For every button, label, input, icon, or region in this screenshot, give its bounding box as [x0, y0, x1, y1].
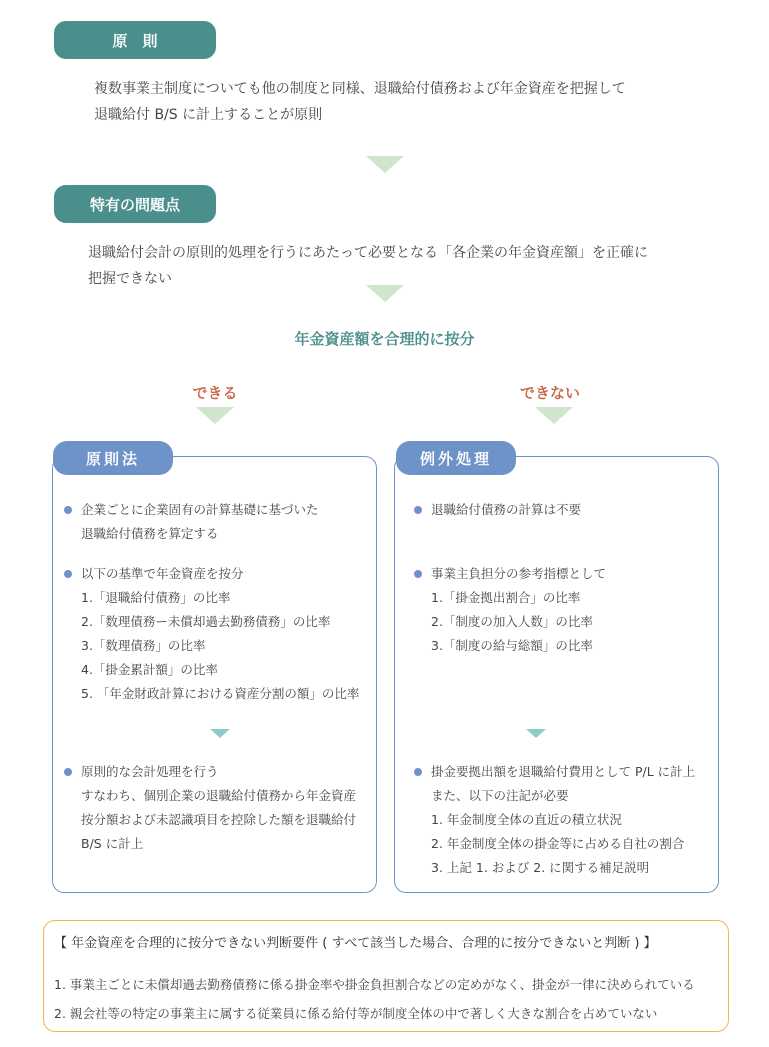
down-arrow-icon — [366, 156, 404, 173]
right-bullets: 退職給付債務の計算は不要 事業主負担分の参考指標として 1.「掛金拠出割合」の比率 2.「制度の加入人数」の比率 3.「制度の給与総額」の比率 — [414, 498, 714, 658]
criteria-item: 1. 事業主ごとに未償却過去勤務債務に係る掛金率や掛金負担割合などの定めがなく、掛金が一律に決められている — [54, 977, 695, 992]
bullet-icon — [64, 570, 72, 578]
bullet-icon — [414, 570, 422, 578]
left-bullets: 企業ごとに企業固有の計算基礎に基づいた 退職給付債務を算定する 以下の基準で年金資産を按分 1.「退職給付債務」の比率 2.「数理債務ー未償却過去勤務債務」の比率 3.「数理債務」の比率 4.「掛金累計額」の比率 5. 「年金財政計算における資産分割の額」の比率 — [64, 498, 374, 706]
right-result — [414, 760, 719, 880]
bullet-icon — [64, 768, 72, 776]
left-result — [64, 760, 374, 856]
judgment-criteria-box — [43, 920, 729, 1032]
list-item: 掛金要拠出額を退職給付費用として P/L に計上 また、以下の注記が必要 1. 年金制度全体の直近の積立状況 2. 年金制度全体の掛金等に占める自社の割合 3. 上記 1. および 2. に関する補足説明 — [414, 760, 719, 880]
exception-label: 例外処理 — [396, 441, 516, 475]
bullet-icon — [414, 506, 422, 514]
principle-text: 複数事業主制度についても他の制度と同様、退職給付債務および年金資産を把握して 退職給付 B/S に計上することが原則 — [94, 81, 626, 123]
bullet-icon — [414, 768, 422, 776]
down-arrow-icon — [210, 729, 230, 738]
principle-method-label: 原則法 — [53, 441, 173, 475]
list-item: 事業主負担分の参考指標として — [414, 562, 714, 586]
principle-label: 原 則 — [54, 21, 216, 59]
list-item: 企業ごとに企業固有の計算基礎に基づいた 退職給付債務を算定する — [64, 498, 374, 546]
yes-label: できる — [192, 384, 238, 402]
problem-text: 退職給付会計の原則的処理を行うにあたって必要となる「各企業の年金資産額」を正確に 把握できない — [88, 245, 648, 287]
down-arrow-icon — [535, 407, 573, 424]
criteria-item: 2. 親会社等の特定の事業主に属する従業員に係る給付等が制度全体の中で著しく大きな割合を占めていない — [54, 1006, 658, 1021]
problem-label: 特有の問題点 — [54, 185, 216, 223]
bullet-icon — [64, 506, 72, 514]
list-item: 原則的な会計処理を行う すなわち、個別企業の退職給付債務から年金資産 按分額および未認識項目を控除した額を退職給付 B/S に計上 — [64, 760, 374, 856]
down-arrow-icon — [366, 285, 404, 302]
list-item: 以下の基準で年金資産を按分 — [64, 562, 374, 586]
down-arrow-icon — [196, 407, 234, 424]
decision-title: 年金資産額を合理的に按分 — [294, 330, 475, 348]
list-item: 退職給付債務の計算は不要 — [414, 498, 714, 522]
no-label: できない — [519, 384, 580, 402]
down-arrow-icon — [526, 729, 546, 738]
criteria-title: 【 年金資産を合理的に按分できない判断要件 ( すべて該当した場合、合理的に按分できないと判断 ) 】 — [54, 936, 657, 951]
